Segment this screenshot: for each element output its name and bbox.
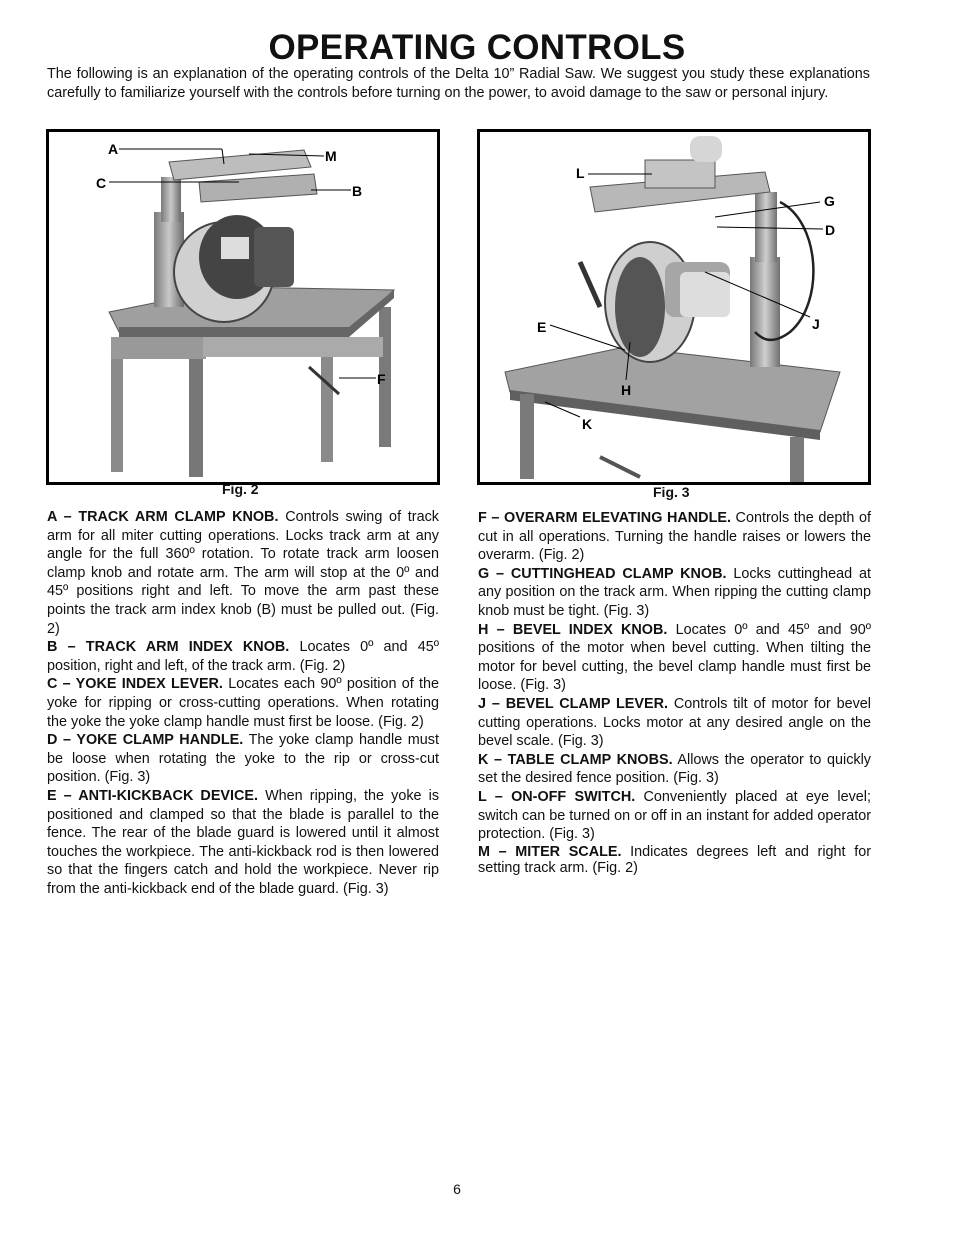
- intro-paragraph: The following is an explanation of the operating controls of the Delta 10” Radial Saw. We suggest you study these explanations carefully to familiarize yourself with the controls before turning on the power, to avoid damage to the saw or personal injury.: [47, 66, 870, 101]
- item-f: [478, 509, 871, 565]
- radial-saw-illustration-fig3: [480, 132, 868, 482]
- figure-3: [477, 129, 871, 485]
- item-text: Controls swing of track arm for all miter cutting operations. Locks track arm at any angle for the full 360º rotation. To rotate track arm loosen clamp knob and rotate arm. The arm will stop at the 0º and 45º positions right and left. To move the arm past these points the track arm index knob (B) must be pulled out. (Fig. 2): [47, 509, 439, 637]
- fig3-label-l: L: [576, 165, 585, 181]
- fig2-label-c: C: [96, 175, 107, 191]
- item-text: Indicates degrees left and right for setting track arm. (Fig. 2): [478, 843, 871, 876]
- item-k: [478, 751, 871, 788]
- fig3-label-e: E: [537, 319, 547, 335]
- item-heading: M – MITER SCALE.: [478, 843, 622, 860]
- item-heading: G – CUTTINGHEAD CLAMP KNOB.: [478, 565, 727, 582]
- right-column: [478, 509, 871, 876]
- figure-2: [46, 129, 440, 485]
- item-heading: B – TRACK ARM INDEX KNOB.: [47, 639, 290, 656]
- fig3-label-j: J: [812, 316, 820, 332]
- item-text: Locates 0º and 45º position, right and left, of the track arm. (Fig. 2): [47, 639, 439, 674]
- fig3-label-g: G: [824, 193, 835, 209]
- item-heading: C – YOKE INDEX LEVER.: [47, 676, 223, 693]
- radial-saw-illustration-fig2: [49, 132, 437, 482]
- item-heading: L – ON-OFF SWITCH.: [478, 788, 636, 805]
- item-text: Controls the depth of cut in all operations. Turning the handle raises or lowers the overarm. (Fig. 2): [478, 510, 871, 564]
- fig3-label-k: K: [582, 416, 593, 432]
- fig2-label-m: M: [325, 148, 337, 164]
- fig2-label-f: F: [377, 371, 386, 387]
- fig2-label-b: B: [352, 183, 363, 199]
- item-a: [47, 508, 439, 638]
- item-j: [478, 695, 871, 751]
- item-text: Locks cuttinghead at any position on the track arm. When ripping the cutting clamp knob must be tight. (Fig. 3): [478, 565, 871, 619]
- item-m: [478, 844, 871, 876]
- item-heading: J – BEVEL CLAMP LEVER.: [478, 695, 668, 712]
- item-text: When ripping, the yoke is positioned and clamped so that the blade is parallel to the fence. The rear of the blade guard is lowered until it almost touches the workpiece. The anti-kickback rod is then lowered so that the fingers catch and hold the workpiece. Never rip from the anti-kickback end of the blade guard. (Fig. 3): [47, 787, 440, 897]
- page-title: OPERATING CONTROLS: [268, 28, 686, 67]
- item-text: Locates each 90º position of the yoke for ripping or cross-cutting operations. When rotating the yoke the yoke clamp handle must first be loose. (Fig. 2): [47, 676, 439, 730]
- item-heading: D – YOKE CLAMP HANDLE.: [47, 732, 244, 749]
- item-c: [47, 675, 439, 731]
- left-column: [47, 508, 439, 898]
- item-g: [478, 565, 871, 621]
- item-heading: F – OVERARM ELEVATING HANDLE.: [478, 510, 731, 526]
- fig3-caption: Fig. 3: [653, 484, 690, 500]
- item-text: Allows the operator to quickly set the desired fence position. (Fig. 3): [478, 751, 872, 787]
- fig3-label-d: D: [825, 222, 836, 238]
- item-heading: K – TABLE CLAMP KNOBS.: [478, 751, 673, 768]
- item-text: Controls tilt of motor for bevel cutting operations. Locks motor at any desired angle on the bevel scale. (Fig. 3): [478, 695, 871, 750]
- item-heading: A – TRACK ARM CLAMP KNOB.: [47, 509, 279, 525]
- fig2-label-a: A: [108, 141, 119, 157]
- item-d: [47, 731, 439, 787]
- page-number: 6: [453, 1181, 461, 1197]
- item-heading: E – ANTI-KICKBACK DEVICE.: [47, 787, 259, 804]
- item-text: Locates 0º and 45º and 90º positions of the motor when bevel cutting. When tilting the motor for bevel cutting, the bevel clamp handle must first be loose. (Fig. 3): [478, 621, 871, 694]
- item-text: Conveniently placed at eye level; switch can be turned on or off in an instant for added operator protection. (Fig. 3): [478, 788, 871, 843]
- fig2-caption: Fig. 2: [222, 481, 259, 497]
- item-heading: H – BEVEL INDEX KNOB.: [478, 621, 668, 638]
- item-e: [47, 787, 439, 899]
- item-text: The yoke clamp handle must be loose when rotating the yoke to the rip or cross-cut position. (Fig. 3): [47, 732, 439, 786]
- item-b: [47, 638, 439, 675]
- item-l: [478, 788, 871, 844]
- fig3-label-h: H: [621, 382, 632, 398]
- item-h: [478, 621, 871, 695]
